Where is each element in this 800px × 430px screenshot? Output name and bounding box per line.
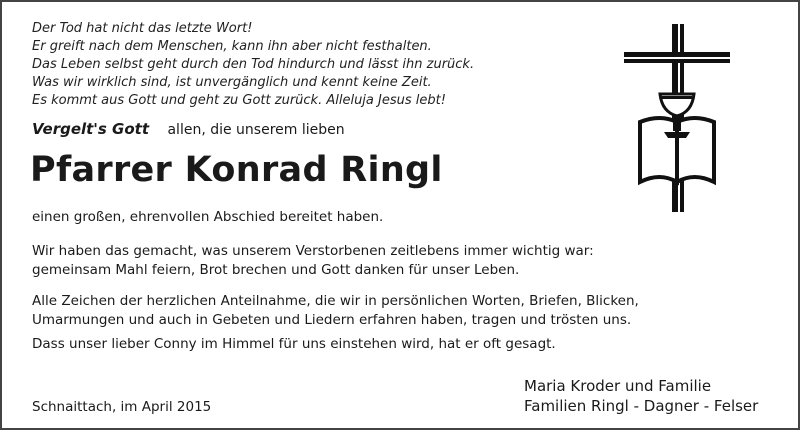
place-date: Schnaittach, im April 2015: [32, 399, 212, 415]
paragraph-line: Umarmungen und auch in Gebeten und Liedern erfahren haben, tragen und trösten uns.: [32, 312, 632, 328]
paragraph-line: Wir haben das gemacht, was unserem Verstorbenen zeitlebens immer wichtig war:: [32, 243, 594, 259]
paragraph-line: Dass unser lieber Conny im Himmel für uns einstehen wird, hat er oft gesagt.: [32, 336, 556, 352]
signature-line: Familien Ringl - Dagner - Felser: [524, 397, 759, 415]
intro-line: Der Tod hat nicht das letzte Wort!: [32, 21, 253, 36]
intro-line: Es kommt aus Gott und geht zu Gott zurück. Alleluja Jesus lebt!: [32, 93, 446, 108]
paragraph-heaven: [32, 335, 556, 354]
thanks-line: [32, 120, 345, 138]
deceased-name: Pfarrer Konrad Ringl: [30, 150, 443, 190]
signature-line: Maria Kroder und Familie: [524, 377, 712, 395]
thanks-text: allen, die unserem lieben: [167, 122, 345, 138]
intro-line: Das Leben selbst geht durch den Tod hindurch und lässt ihn zurück.: [32, 57, 475, 72]
signature-block: [524, 376, 758, 416]
intro-verse: [32, 20, 474, 110]
intro-line: Was wir wirklich sind, ist unvergänglich und kennt keine Zeit.: [32, 75, 432, 90]
paragraph-line: einen großen, ehrenvollen Abschied bereitet haben.: [32, 209, 384, 225]
intro-line: Er greift nach dem Menschen, kann ihn aber nicht festhalten.: [32, 39, 432, 54]
paragraph-line: Alle Zeichen der herzlichen Anteilnahme, die wir in persönlichen Worten, Briefen, Blicken,: [32, 293, 639, 309]
paragraph-farewell: [32, 208, 383, 227]
cross-chalice-book-icon: [622, 22, 732, 221]
paragraph-line: gemeinsam Mahl feiern, Brot brechen und Gott danken für unser Leben.: [32, 262, 520, 278]
thanks-heading: Vergelt's Gott: [32, 120, 150, 138]
paragraph-meal: [32, 242, 594, 280]
paragraph-sympathy: [32, 292, 639, 330]
